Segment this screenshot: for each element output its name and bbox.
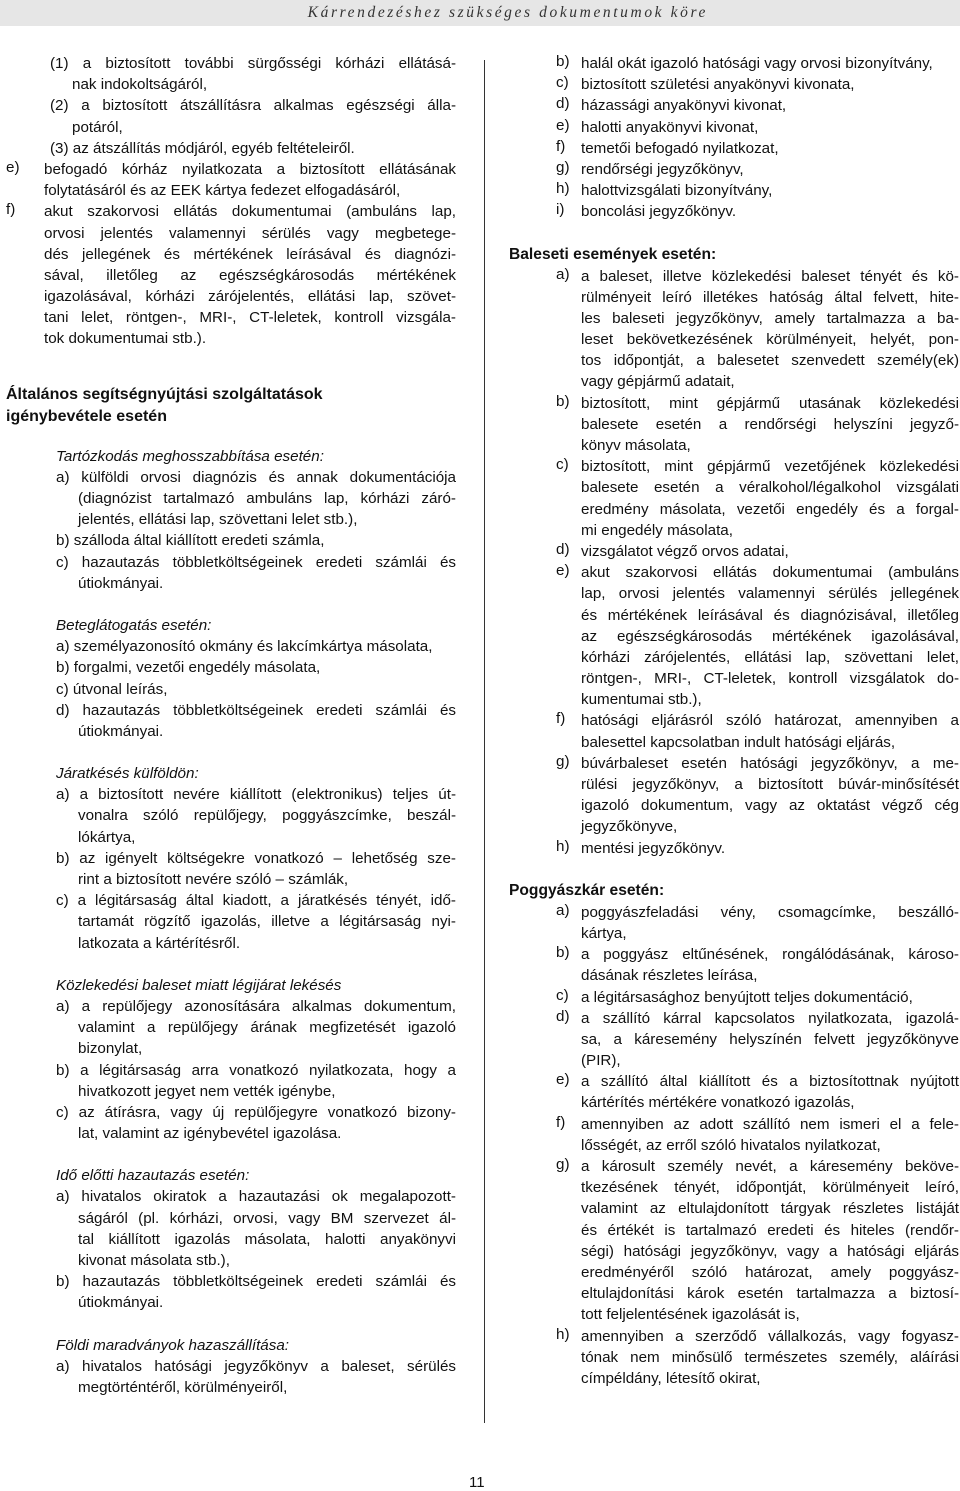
item-label: d) (556, 540, 570, 558)
list-item-line: lókártya, (78, 828, 136, 846)
item-line: tkezésének tényét, időpontját, körülményeit leíró, (581, 1179, 959, 1197)
continued-line: nak indokoltságáról, (72, 76, 208, 94)
section-title-row (56, 1165, 456, 1186)
list-item-line: hivatkozott jegyet nem vették igénybe, (78, 1082, 336, 1100)
item-line: halottvizsgálati bizonyítvány, (581, 182, 773, 200)
list-item (509, 1071, 959, 1113)
list-item-first-line: a) személyazonosító okmány és lakcímkártya másolata, (56, 638, 433, 656)
item-line: rülményeit leíró illetékes hatóság által felvett, hite- (581, 288, 959, 306)
list-item-first-line: a) hivatalos okiratok a hazautazási ok megalapozott- (56, 1188, 456, 1206)
item-line: mentési jegyzőkönyv. (581, 839, 726, 857)
item-line: búvárbaleset esetén hatósági jegyzőkönyv, a me- (581, 754, 959, 772)
item-label: f) (556, 137, 566, 155)
item-line: és mértékének leírásával és diagnózisával, illetőleg (581, 606, 959, 624)
item-label: a) (556, 265, 570, 283)
list-item (509, 1156, 959, 1326)
list-item (509, 53, 959, 74)
list-item (509, 393, 959, 457)
item-line: vagy gépjármű adatait, (581, 373, 735, 391)
item-label: a) (556, 901, 570, 919)
item-label: g) (556, 1156, 570, 1173)
item-label: f) (556, 710, 566, 728)
item-line: kártérítés mértékére vonatkozó igazolás, (581, 1094, 855, 1112)
list-item-first-line: a) a repülőjegy azonosítására alkalmas dokumentum, (56, 997, 456, 1015)
item-label: g) (556, 158, 570, 176)
item-line: a szállító által kiállított és a biztosítottnak nyújtott (581, 1073, 959, 1091)
section-title-row (56, 446, 456, 467)
list-item-line: lat, valamint az igénybevétel igazolása. (78, 1125, 342, 1143)
item-line: kórházi zárójelentés, ellátási lap, szövettani lelet, (581, 648, 959, 666)
list-item-line: tal kiállított igazolás másolata, halotti anyakönyvi (78, 1230, 456, 1248)
item-line: kumentumai stb.), (581, 691, 702, 709)
item-label: f) (6, 201, 16, 219)
continued-line: (3) az átszállítás módjáról, egyéb feltételeiről. (50, 139, 355, 157)
list-item (509, 562, 959, 710)
item-line: rülési jegyzőkönyv, a biztosított búvár-minősítését (581, 776, 959, 793)
item-line: biztosított születési anyakönyvi kivonata, (581, 76, 855, 94)
item-line: tok dokumentumai stb.). (44, 330, 207, 348)
item-line: a légitársasághoz benyújtott teljes dokumentáció, (581, 988, 913, 1006)
list-item-line: jelentés, ellátási lap, szövettani lelet stb.), (78, 511, 358, 529)
list-item (509, 902, 959, 944)
item-line: boncolási jegyzőkönyv. (581, 203, 737, 221)
item-line: dés jellegének és mértékének leírásával és diagnózi- (44, 245, 456, 263)
item-line: biztosított, mint gépjármű utasának közlekedési (581, 394, 959, 412)
numbered-section (6, 446, 456, 594)
item-label: b) (556, 944, 570, 962)
list-item-first-line: c) az átírásra, vagy új repülőjegyre vonatkozó bizony- (56, 1103, 456, 1121)
list-item (509, 541, 959, 562)
item-line: tani lelet, röntgen-, MRI-, CT-leletek, kontroll vizsgála- (44, 309, 456, 327)
list-item-first-line: b) hazautazás többletköltségeinek eredeti számlái és (56, 1273, 456, 1291)
list-item (509, 95, 959, 116)
item-line: röntgen-, MRI-, CT-leletek, kontroll vizsgálatok do- (581, 670, 959, 688)
list-item-line: (diagnózist tartalmazó ambuláns lap, kórházi záró- (78, 490, 456, 507)
list-item (509, 180, 959, 201)
item-line: eredmény másolata, vezetői engedély és a forgal- (581, 500, 959, 518)
section-heading: Poggyászkár esetén: (509, 881, 665, 899)
list-item (509, 117, 959, 138)
numbered-section (6, 1335, 456, 1399)
section-heading: igénybevétele esetén (6, 407, 167, 425)
list-item (509, 266, 959, 393)
item-line: és értékét is tartalmazó eredeti és hiteles (rendőr- (581, 1221, 959, 1239)
item-line: jegyzőkönyve, (581, 818, 678, 836)
item-line: leset bekövetkezésének körülményeit, helyét, pon- (581, 331, 959, 349)
list-item (509, 1326, 959, 1390)
item-line: balesete esetén a rendőrségi helyszíni jegyző- (581, 415, 959, 433)
item-label: c) (556, 456, 569, 474)
section-title-row (56, 1335, 456, 1356)
section-title-row (56, 975, 456, 996)
item-line: balesete esetén a véralkohol/légalkohol vizsgálati (581, 479, 959, 497)
item-label: e) (556, 1071, 570, 1089)
list-item (509, 1008, 959, 1072)
list-item (509, 138, 959, 159)
list-item-first-line: b) a légitársaság arra vonatkozó nyilatkozata, hogy a (56, 1061, 456, 1079)
item-line: lap, orvosi jelentés valamennyi sérülés jellegének (581, 585, 959, 603)
list-item (509, 1114, 959, 1156)
numbered-section (6, 615, 456, 742)
item-line: orvosi jelentés valamennyi sérülés vagy megbetege- (44, 224, 456, 242)
item-line: a baleset, illetve közlekedési baleset tényét és kö- (581, 267, 959, 285)
numbered-section (6, 975, 456, 1145)
item-line: eltulajdonítási károk esetén tartalmazza a biztosí- (581, 1285, 959, 1303)
item-line: igazoló dokumentum, vagy az oktatást végző cég (581, 797, 959, 815)
list-item (509, 944, 959, 986)
list-item-line: bizonylat, (78, 1040, 143, 1058)
item-label: b) (556, 392, 570, 410)
item-line: az egészségkárosodás mértékének igazolásával, (581, 627, 959, 645)
page-number: 11 (469, 1474, 485, 1491)
item-line: (PIR), (581, 1052, 621, 1070)
section-title-row (56, 615, 456, 636)
left-column (6, 53, 456, 1398)
item-line: befogadó kórház nyilatkozata a biztosított ellátásának (44, 160, 456, 178)
list-item-first-line: a) hivatalos hatósági jegyzőkönyv a baleset, sérülés (56, 1357, 456, 1375)
numbered-section (6, 1165, 456, 1313)
continued-line: (1) a biztosított további sürgősségi kórházi ellátásá- (50, 55, 456, 72)
section-title: Tartózkodás meghosszabbítása esetén: (56, 447, 324, 465)
item-label: e) (556, 562, 570, 580)
list-item-first-line: c) a légitársaság által kiadott, a járatkésés tényét, idő- (56, 892, 456, 910)
item-line: balesettel kapcsolatban indult hatósági eljárás, (581, 733, 896, 751)
item-label: i) (556, 201, 565, 219)
list-item (509, 201, 959, 222)
section-title: Beteglátogatás esetén: (56, 616, 212, 634)
section-title: Idő előtti hazautazás esetén: (56, 1167, 250, 1185)
list-item-first-line: b) forgalmi, vezetői engedély másolata, (56, 659, 321, 677)
item-label: b) (556, 53, 570, 70)
item-line: igazolásával, kórházi zárójelentés, ellátási lap, szövet- (44, 288, 456, 306)
item-line: les baleseti jegyzőkönyv, amely tartalmazza a ba- (581, 309, 959, 327)
item-line: dásának részletes leírása, (581, 967, 758, 985)
list-item-line: vonalra szóló repülőjegy, poggyászcímke, beszál- (78, 807, 456, 825)
item-line: a poggyász eltűnésének, rongálódásának, károso- (581, 946, 959, 964)
item-line: a károsult személy nevét, a káresemény beköve- (581, 1158, 959, 1175)
item-label: d) (556, 1007, 570, 1025)
list-item (509, 74, 959, 95)
right-column (509, 53, 959, 1389)
list-item (509, 456, 959, 541)
list-item-line: megtörténtéről, körülményeiről, (78, 1378, 288, 1396)
item-line: eredményéről szóló határozat, amely poggyász- (581, 1263, 959, 1281)
item-label: h) (556, 837, 570, 855)
list-item-line: rint a biztosított nevére szóló – számlák, (78, 871, 349, 888)
item-line: folytatásáról és az EEK kártya fedezet elfogadásáról, (44, 182, 401, 200)
list-item-line: kivonat másolata stb.), (78, 1252, 230, 1269)
section-title: Járatkésés külföldön: (56, 765, 199, 783)
item-line: rendőrségi jegyzőkönyv, (581, 160, 744, 178)
item-line: temetői befogadó nyilatkozat, (581, 139, 779, 157)
item-label: d) (556, 95, 570, 113)
list-item-line: valamint a repülőjegy árának megfizetését igazoló (78, 1019, 456, 1037)
list-item-line: útiokmányai. (78, 1294, 164, 1312)
item-label: f) (556, 1113, 566, 1131)
list-item-line: tartamát rögzítő igazolás, illetve a légitársaság nyi- (78, 913, 456, 931)
list-item-first-line: a) a biztosított nevére kiállított (elektronikus) teljes út- (56, 786, 456, 804)
item-line: lősségét, az erről szóló hivatalos nyilatkozat, (581, 1136, 881, 1154)
item-line: címpéldány, létesítő okirat, (581, 1369, 761, 1387)
item-line: a szállító kárral kapcsolatos nyilatkozata, igazolá- (581, 1009, 959, 1027)
item-line: házassági anyakönyvi kivonat, (581, 97, 787, 115)
item-line: akut szakorvosi ellátás dokumentumai (ambuláns (581, 564, 959, 582)
continued-line: potáról, (72, 118, 123, 136)
list-item-line: ságáról (pl. kórházi, orvosi, vagy BM szervezet ál- (78, 1209, 456, 1227)
item-line: poggyászfeladási vény, csomagcímke, beszálló- (581, 903, 959, 921)
list-item-first-line: c) útvonal leírás, (56, 680, 168, 698)
column-divider (484, 60, 485, 1423)
running-header: Kárrendezéshez szükséges dokumentumok köre (0, 0, 960, 26)
item-line: halál okát igazoló hatósági vagy orvosi bizonyítvány, (581, 55, 933, 72)
list-item-line: útiokmányai. (78, 722, 164, 740)
list-item-first-line: b) szálloda által kiállított eredeti számla, (56, 532, 325, 550)
section-heading: Baleseti események esetén: (509, 245, 717, 263)
item-line: akut szakorvosi ellátás dokumentumai (ambuláns lap, (44, 203, 456, 221)
list-item-first-line: b) az igényelt költségekre vonatkozó – lehetőség sze- (56, 849, 456, 867)
list-item (509, 838, 959, 859)
item-line: amennyiben a szerződő vállalkozás, vagy fogyasz- (581, 1327, 959, 1345)
item-label: h) (556, 180, 570, 198)
item-line: tott feljelentésének igazolását is, (581, 1306, 800, 1324)
item-line: mi engedély másolata, (581, 521, 733, 539)
item-label: e) (556, 116, 570, 134)
item-line: tos időpontját, a balesetet szenvedett személy(ek) (581, 352, 959, 370)
list-item-first-line: a) külföldi orvosi diagnózis és annak dokumentációja (56, 468, 456, 486)
list-item-line: útiokmányai. (78, 574, 164, 592)
list-item (6, 159, 456, 201)
list-item-first-line: d) hazautazás többletköltségeinek eredeti számlái és (56, 701, 456, 719)
item-line: vizsgálatot végző orvos adatai, (581, 542, 789, 560)
item-line: amennyiben az adott szállító nem ismeri el a fele- (581, 1115, 959, 1133)
section-title-row (56, 763, 456, 784)
item-line: sa, a káresemény helyszínén felvett jegyzőkönyve (581, 1030, 959, 1048)
section-heading: Általános segítségnyújtási szolgáltatások (6, 385, 323, 403)
section-title: Közlekedési baleset miatt légijárat lekésés (56, 976, 342, 994)
list-item (509, 159, 959, 180)
item-label: c) (556, 986, 569, 1004)
list-item-first-line: c) hazautazás többletköltségeinek eredeti számlái és (56, 553, 456, 571)
item-label: h) (556, 1325, 570, 1343)
item-label: c) (556, 74, 569, 92)
item-line: ségi) hatósági jegyzőkönyv, vagy a hatósági eljárás (581, 1242, 959, 1260)
item-label: g) (556, 752, 570, 770)
item-line: tónak nem minősülő természetes személy, aláírási (581, 1348, 959, 1366)
list-item (6, 201, 456, 349)
item-line: halotti anyakönyvi kivonat, (581, 118, 759, 136)
item-line: kártya, (581, 924, 627, 942)
list-item (509, 753, 959, 838)
item-line: könyv másolata, (581, 437, 691, 454)
section-title: Földi maradványok hazaszállítása: (56, 1336, 289, 1354)
item-line: valamint az eltulajdonított tárgyak részletes listáját (581, 1200, 959, 1218)
continued-line: (2) a biztosított átszállításra alkalmas egészségi álla- (50, 97, 456, 115)
list-item (509, 710, 959, 752)
list-item (509, 987, 959, 1008)
numbered-section (6, 763, 456, 954)
item-line: hatósági eljárásról szóló határozat, amennyiben a (581, 712, 959, 730)
list-item-line: latkozata a kártérítésről. (78, 934, 241, 952)
item-label: e) (6, 158, 20, 176)
item-line: biztosított, mint gépjármű vezetőjének közlekedési (581, 458, 959, 476)
item-line: sával, illetőleg az egészségkárosodás mértékének (44, 266, 456, 284)
